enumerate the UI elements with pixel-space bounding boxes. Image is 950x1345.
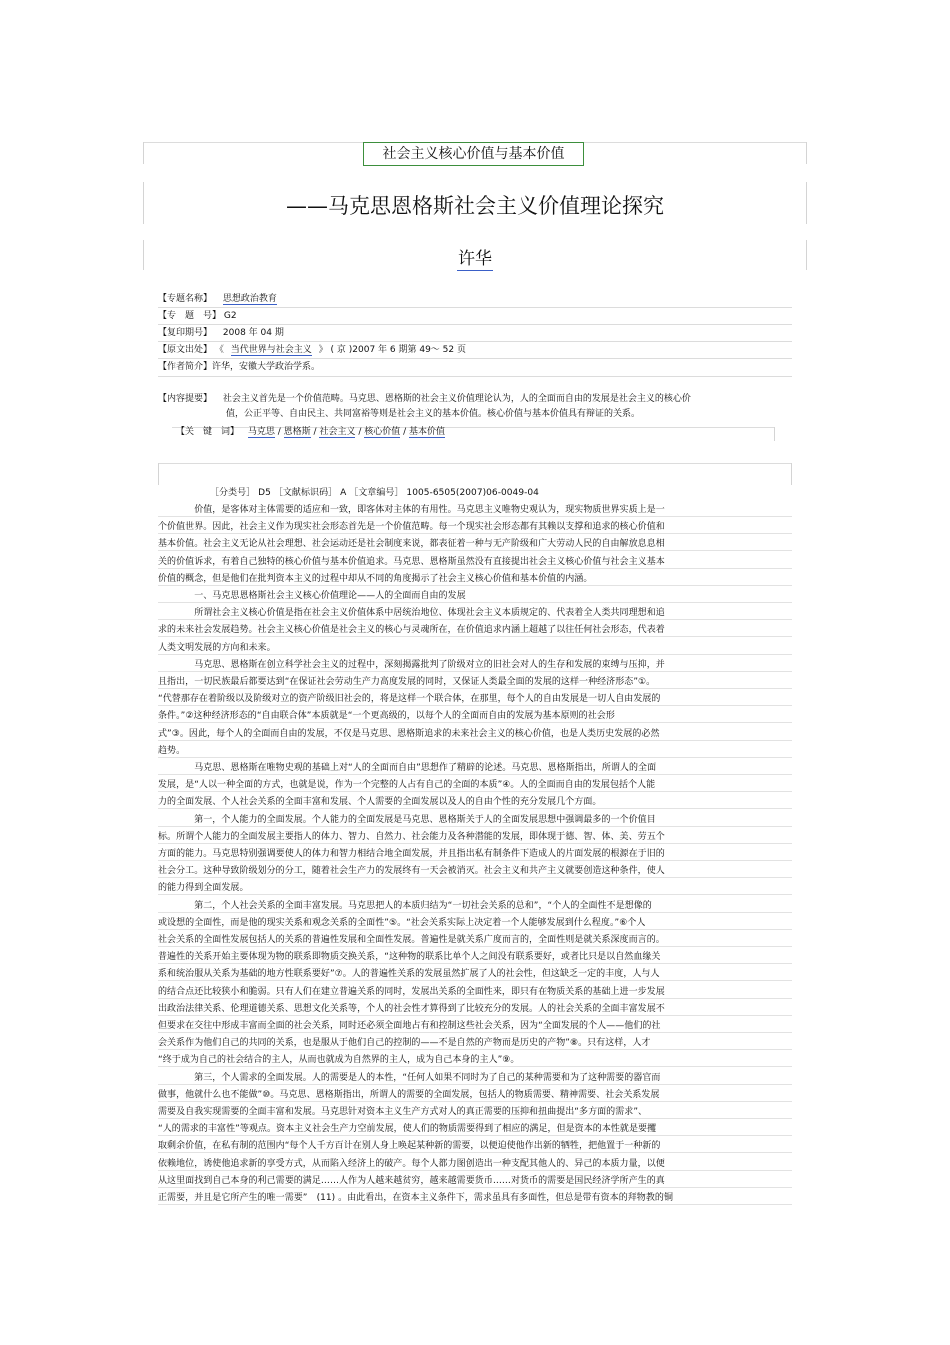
row-rule [158,1170,792,1171]
row-rule [158,1066,792,1067]
keyword-sep: / [355,427,365,437]
meta-source-label: 【原文出处】 [158,345,213,355]
body-line: 条件。”②这种经济形态的“自由联合体”本质就是“一个更高级的，以每个人的全面而自由的发展为基本原则的社会形 [158,711,615,721]
body-line: 会关系作为他们自己的共同的关系，也是服从于他们自己的控制的——不是自然的产物而是历史的产物”⑧。只有这样，人才 [158,1038,651,1048]
meta-rule [158,341,792,342]
body-line: 个价值世界。因此，社会主义作为现实社会形态首先是一个价值范畴。每一个现实社会形态都有其赖以支撑和追求的核心价值和 [158,522,665,532]
row-rule [158,1015,792,1016]
meta-topic-name-link[interactable]: 思想政治教育 [222,294,277,304]
row-rule [158,877,792,878]
row-rule [158,585,792,586]
row-rule [158,1118,792,1119]
row-rule [158,1049,792,1050]
keyword-sep: / [400,427,410,437]
row-rule [158,826,792,827]
body-line: 依赖地位，诱使他追求新的享受方式，从而陷入经济上的破产。每个人都力图创造出一种支配其他人的、异己的本质力量，以便 [158,1159,665,1169]
row-rule [158,688,792,689]
body-line: 系和统治服从关系为基础的地方性联系要好”⑦。人的普遍性关系的发展虽然扩展了人的社会性，但这缺乏一定的丰度，人与人 [158,969,660,979]
row-rule [158,757,792,758]
body-line: 马克思、恩格斯在创立科学社会主义的过程中，深刻揭露批判了阶级对立的旧社会对人的生存和发展的束缚与压抑，并 [158,660,665,670]
meta-topic-name [158,291,792,308]
body-line: 且指出，一切民族最后都要达到“在保证社会劳动生产力高度发展的同时，又保证人类最全面的发展的这样一种经济形态”①。 [158,677,656,687]
body-line: 社会关系的全面性发展包括人的关系的普遍性发展和全面性发展。普遍性是就关系广度而言的，全面性则是就关系深度而言的。 [158,935,665,945]
body-line: 第一，个人能力的全面发展。个人能力的全面发展是马克思、恩格斯关于人的全面发展思想中强调最多的一个价值目 [158,815,656,825]
section-rule [158,463,792,464]
keyword-link-socialism[interactable]: 社会主义 [319,427,356,437]
row-rule [158,568,792,569]
section-right-rule [791,463,792,485]
body-line: 方面的能力。马克思特别强调要使人的体力和智力相结合地全面发展，并且指出私有制条件下造成人的片面发展的根源在于旧的 [158,849,665,859]
row-rule [158,533,792,534]
meta-rule [158,307,792,308]
body-line: 第二，个人社会关系的全面丰富发展。马克思把人的本质归结为“一切社会关系的总和”，“个人的全面性不是想像的 [158,901,652,911]
body-line: 出政治法律关系、伦理道德关系、思想文化关系等，个人的社会性才算得到了比较充分的发展。人的社会关系的全面丰富发展不 [158,1004,665,1014]
row-rule [158,860,792,861]
meta-source-suffix: 》 ( 京 )2007 年 6 期第 49～ 52 页 [318,345,466,355]
body-line: 取剩余价值，在私有制的范围内“每个人千方百计在别人身上唤起某种新的需要，以便迫使他作出新的牺牲，把他置于一种新的 [158,1141,661,1151]
meta-rule [158,376,792,377]
page-title: ——马克思恩格斯社会主义价值理论探究 [286,194,664,218]
row-rule [158,671,792,672]
meta-rule [158,358,792,359]
body-line: “终于成为自己的社会结合的主人，从而也就成为自然界的主人，成为自己本身的主人”⑨。 [158,1055,520,1065]
body-line: 关的价值诉求，有着自己独特的核心价值与基本价值追求。马克思、恩格斯虽然没有直接提出社会主义核心价值与社会主义基本 [158,557,665,567]
row-rule [158,929,792,930]
meta-author-intro-value: 许华，安徽大学政治学系。 [212,362,321,372]
body-line: 或设想的全面性，而是他的现实关系和观念关系的全面性”⑤。“社会关系实际上决定着一个人能够发展到什么程度。”⑥个人 [158,918,646,928]
meta-topic-no [158,308,792,325]
row-rule [158,654,792,655]
body-line: 力的全面发展、个人社会关系的全面丰富和发展、个人需要的全面发展以及人的自由个性的充分发展几个方面。 [158,797,602,807]
row-rule [158,705,792,706]
meta-rule [158,324,792,325]
meta-source-prefix: 《 [214,345,224,355]
keyword-link-basic-value[interactable]: 基本价值 [409,427,446,437]
meta-author-intro [158,359,792,376]
row-rule [158,602,792,603]
meta-reprint [158,325,792,342]
body-line: 正需要，并且是它所产生的唯一需要” (11) 。由此看出，在资本主义条件下，需求虽具有多面性，但总是带有资本的拜物教的铜 [158,1193,674,1203]
body-line: 人类文明发展的方向和未来。 [158,643,276,653]
body-line: 基本价值。社会主义无论从社会理想、社会运动还是社会制度来说，都表征着一种与无产阶级和广大劳动人民的自由解放息息相 [158,539,665,549]
summary-line-2: 值，公正平等、自由民主、共同富裕等则是社会主义的基本价值。核心价值与基本价值具有辩证的关系。 [226,409,641,419]
meta-topic-no-value: G2 [223,311,237,321]
meta-source-journal-link[interactable]: 当代世界与社会主义 [230,345,312,355]
meta-topic-name-label: 【专题名称】 [158,294,213,304]
body-line: “人的需求的丰富性”等观点。资本主义社会生产力空前发展，使人们的物质需要得到了相应的满足，但是资本的本性就是要攫 [158,1124,657,1134]
meta-source [158,342,792,359]
row-rule [158,619,792,620]
meta-block [158,291,792,376]
header-right-rule [806,142,807,164]
body-line: 价值的概念，但是他们在批判资本主义的过程中却从不同的角度揭示了社会主义核心价值和基本价值的内涵。 [158,574,593,584]
keyword-link-core-value[interactable]: 核心价值 [364,427,401,437]
summary-label: 【内容提要】 [158,394,213,404]
row-rule [158,722,792,723]
body-line: 第三，个人需求的全面发展。人的需要是人的本性，“任何人如果不同时为了自己的某种需要和为了这种需要的器官而 [158,1073,661,1083]
row-rule [158,894,792,895]
row-rule [158,1101,792,1102]
body-line: 所谓社会主义核心价值是指在社会主义价值体系中居统治地位、体现社会主义本质规定的、代表着全人类共同理想和追 [158,608,665,618]
keyword-sep: / [274,427,284,437]
keyword-link-marx[interactable]: 马克思 [247,427,275,437]
body-line: 价值，是客体对主体需要的适应和一致，即客体对主体的有用性。马克思主义唯物史观认为，现实物质世界实质上是一 [158,505,665,515]
box-title: 社会主义核心价值与基本价值 [363,142,584,166]
body-line: 发展，是“人以一种全面的方式，也就是说，作为一个完整的人占有自己的全面的本质”④。人的全面而自由的发展包括个人能 [158,780,656,790]
body-line: 需要及自我实现需要的全面丰富和发展。马克思针对资本主义生产方式对人的真正需要的压抑和扭曲提出“多方面的需求”、 [158,1107,648,1117]
row-rule [158,946,792,947]
meta-topic-no-label: 【专 题 号】 [158,311,222,321]
body-line: 标。所谓个人能力的全面发展主要指人的体力、智力、自然力、社会能力及各种潜能的发展，即体现于德、智、体、美、劳五个 [158,832,665,842]
keywords-row [176,424,776,441]
meta-author-intro-label: 【作者简介】 [158,362,213,372]
row-rule [158,516,792,517]
body-line: 从这里面找到自己本身的利己需要的满足……人作为人越来越贫穷，越来越需要货币……对货币的需要是国民经济学所产生的真 [158,1176,665,1186]
body-line: “代替那存在着阶级以及阶级对立的资产阶级旧社会的，将是这样一个联合体，在那里，每个人的自由发展是一切人自由发展的 [158,694,661,704]
row-rule [158,998,792,999]
row-rule [158,1204,792,1205]
summary-line-1: 社会主义首先是一个价值范畴。马克思、恩格斯的社会主义价值理论认为，人的全面而自由的发展是社会主义的核心价 [222,394,691,404]
row-rule [158,1187,792,1188]
row-rule [158,1135,792,1136]
row-rule [158,843,792,844]
row-rule [158,963,792,964]
row-rule [158,791,792,792]
body-line: 趋势。 [158,746,186,756]
keyword-sep: / [310,427,320,437]
header-left-rule [143,142,144,164]
row-rule [158,636,792,637]
row-rule [158,1032,792,1033]
row-rule [158,912,792,913]
classification-line: ［分类号］ D5 ［文献标识码］ A ［文章编号］ 1005-6505(2007)06-0049-04 [210,488,539,498]
body-line: 式”③。因此，每个人的全面而自由的发展，不仅是马克思、恩格斯追求的未来社会主义的核心价值，也是人类历史发展的必然 [158,729,660,739]
body-line: 普遍性的关系开始主要体现为物的联系即物质交换关系，“这种物的联系比单个人之间没有联系要好，或者比只是以自然血缘关 [158,952,661,962]
body-line: 社会分工。这种导致阶级划分的分工，随着社会生产力的发展终有一天会被消灭。社会主义和共产主义就要创造这种条件，使人 [158,866,665,876]
row-rule [158,1152,792,1153]
body-line: 一、马克思恩格斯社会主义核心价值理论——人的全面而自由的发展 [158,591,466,601]
row-rule [158,550,792,551]
row-rule [158,740,792,741]
keyword-link-engels[interactable]: 恩格斯 [283,427,311,437]
row-rule [158,1084,792,1085]
body-line: 求的未来社会发展趋势。社会主义核心价值是社会主义的核心与灵魂所在，在价值追求内涵上超越了以往任何社会形态，代表着 [158,625,665,635]
author-name[interactable]: 许华 [143,244,807,271]
meta-reprint-label: 【复印期号】 [158,328,213,338]
body-line: 的能力得到全面发展。 [158,883,249,893]
row-rule [158,808,792,809]
section-left-rule [158,463,159,485]
meta-reprint-value: 2008 年 04 期 [222,328,284,338]
body-line: 的结合点还比较狭小和脆弱。只有人们在建立普遍关系的同时，发展出关系的全面性来，即只有在物质关系的基础上进一步发展 [158,987,665,997]
keywords-label: 【关 键 词】 [176,427,240,437]
body-line: 马克思、恩格斯在唯物史观的基础上对“人的全面而自由”思想作了精辟的论述。马克思、恩格斯指出，所谓人的全面 [158,763,657,773]
row-rule [158,774,792,775]
body-line: 做事，他就什么也不能做”⑩。马克思、恩格斯指出，所谓人的需要的全面发展，包括人的物质需要、精神需要、社会关系发展 [158,1090,660,1100]
row-rule [158,980,792,981]
body-line: 但要求在交往中形成丰富而全面的社会关系，同时还必须全面地占有和控制这些社会关系，因为“全面发展的个人——他们的社 [158,1021,661,1031]
